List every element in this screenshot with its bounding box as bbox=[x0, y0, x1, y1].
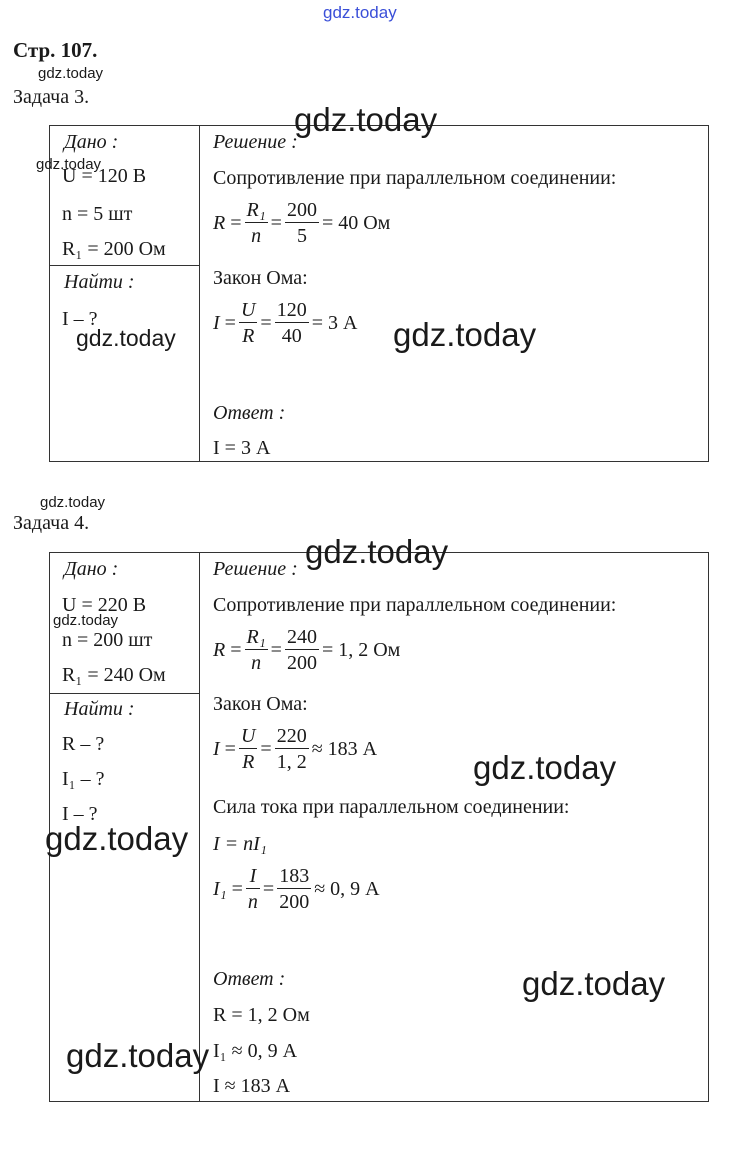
task4-find-3: I – ? bbox=[62, 803, 98, 825]
task3-title: Задача 3. bbox=[13, 86, 90, 108]
watermark: gdz.today bbox=[38, 65, 104, 82]
watermark: gdz.today bbox=[473, 749, 617, 786]
watermark: gdz.today bbox=[522, 965, 666, 1002]
task3-answer-1: I = 3 А bbox=[213, 437, 271, 459]
task4-equation-ohm: I = $\frac{U}{R}$ = $\frac{220}{1, 2}$ ≈ 183 А bbox=[213, 725, 378, 773]
task3-given-1: U = 120 В bbox=[62, 165, 147, 187]
task3-find-label: Найти : bbox=[64, 271, 135, 293]
watermark: gdz.today bbox=[294, 101, 438, 138]
task4-find-2: I₁ – ? bbox=[62, 768, 105, 790]
task4-answer-2: I₁ ≈ 0, 9 А bbox=[213, 1040, 298, 1062]
task4-solution-label: Решение : bbox=[213, 558, 298, 580]
watermark: gdz.today bbox=[40, 494, 106, 511]
task3-find-1: I – ? bbox=[62, 308, 98, 330]
task3-given-3: R₁ = 200 Ом bbox=[62, 238, 166, 260]
task4-equation-total-current: I = nI₁ bbox=[213, 833, 267, 855]
task4-answer-3: I ≈ 183 А bbox=[213, 1075, 291, 1097]
task3-solution-line2: Закон Ома: bbox=[213, 267, 308, 289]
watermark: gdz.today bbox=[66, 1037, 210, 1074]
task3-given-label: Дано : bbox=[64, 131, 119, 153]
task4-equation-resistance: R = $\frac{\text{R₁}}{n}$ = $\frac{240}{200}$ = 1, 2 Ом bbox=[213, 626, 401, 674]
watermark: gdz.today bbox=[76, 325, 176, 351]
watermark: gdz.today bbox=[36, 156, 102, 173]
task4-title: Задача 4. bbox=[13, 512, 90, 534]
watermark: gdz.today bbox=[305, 533, 449, 570]
watermark: gdz.today bbox=[53, 612, 119, 629]
watermark-top: gdz.today bbox=[323, 3, 397, 22]
task3-answer-label: Ответ : bbox=[213, 402, 286, 424]
task4-answer-1: R = 1, 2 Ом bbox=[213, 1004, 310, 1026]
task3-table bbox=[49, 125, 709, 462]
task3-equation-ohm: I = $\frac{U}{R}$ = $\frac{120}{40}$ = 3 А bbox=[213, 299, 358, 347]
task4-find-1: R – ? bbox=[62, 733, 105, 755]
task4-solution-line2: Закон Ома: bbox=[213, 693, 308, 715]
watermark: gdz.today bbox=[393, 316, 537, 353]
task4-given-label: Дано : bbox=[64, 558, 119, 580]
task3-equation-resistance: R = $\frac{\text{R₁}}{n}$ = $\frac{200}{5}$ = 40 Ом bbox=[213, 199, 391, 247]
task4-given-1: U = 220 В bbox=[62, 594, 147, 616]
task3-given-2: n = 5 шт bbox=[62, 203, 133, 225]
task4-find-label: Найти : bbox=[64, 698, 135, 720]
task3-solution-line1: Сопротивление при параллельном соединении: bbox=[213, 167, 617, 189]
task4-given-2: n = 200 шт bbox=[62, 629, 153, 651]
watermark: gdz.today bbox=[45, 820, 189, 857]
task4-equation-branch-current: I₁ = $\frac{I}{n}$ = $\frac{183}{200}$ ≈ 0, 9 А bbox=[213, 865, 380, 913]
task4-solution-line3: Сила тока при параллельном соединении: bbox=[213, 796, 570, 818]
task3-solution-label: Решение : bbox=[213, 131, 298, 153]
page-heading: Стр. 107. bbox=[13, 38, 98, 62]
task4-answer-label: Ответ : bbox=[213, 968, 286, 990]
task4-solution-line1: Сопротивление при параллельном соединении: bbox=[213, 594, 617, 616]
task4-given-3: R₁ = 240 Ом bbox=[62, 664, 166, 686]
